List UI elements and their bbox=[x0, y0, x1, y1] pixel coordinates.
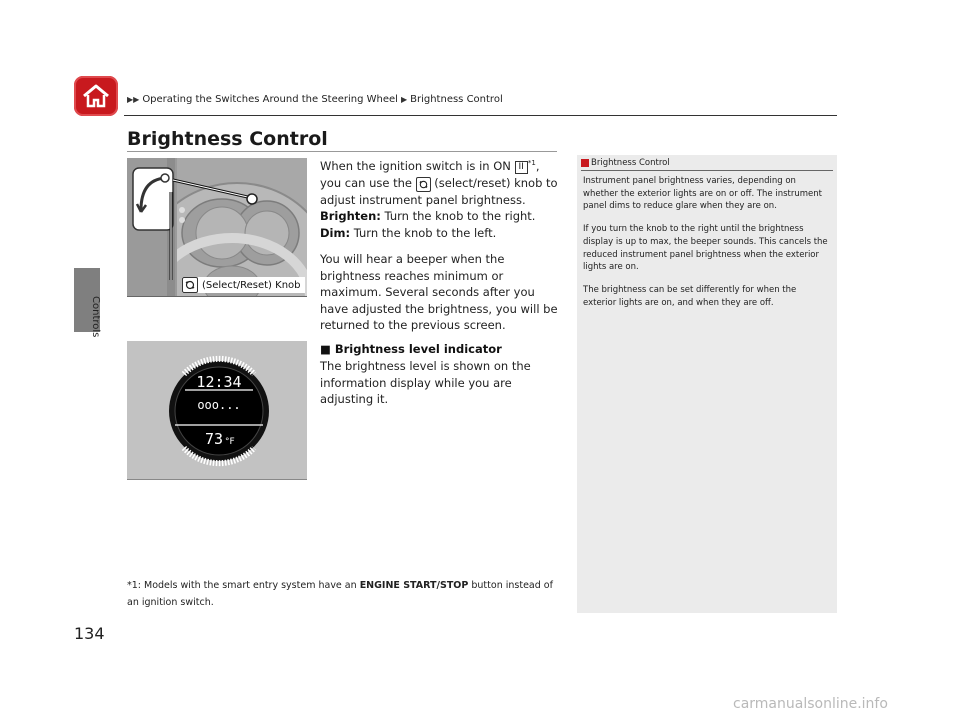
note-paragraph: If you turn the knob to the right until the brightness display is up to max, the beeper sounds. This cancels the reduced instrument panel brightness when the exterior lights are on. bbox=[583, 224, 828, 273]
breadcrumb-item-current[interactable]: Brightness Control bbox=[410, 94, 503, 105]
figure-caption bbox=[182, 277, 305, 293]
gauge-illustration bbox=[127, 341, 307, 479]
footnote-bold: ENGINE START/STOP bbox=[359, 580, 469, 591]
note-marker-icon bbox=[581, 159, 589, 167]
footnote-prefix: *1: Models with the smart entry system have an bbox=[127, 580, 357, 591]
footnote-ref: *1 bbox=[527, 159, 536, 167]
beeper-paragraph: You will hear a beeper when the brightness reaches minimum or maximum. Several seconds after you have adjusted the brightness, you will be returned to the previous screen. bbox=[320, 252, 558, 332]
note-body bbox=[583, 175, 828, 319]
footnote-suffix: button instead of an ignition switch. bbox=[127, 580, 553, 608]
breadcrumb-arrow-icon: ▶▶ bbox=[127, 95, 140, 104]
watermark: carmanualsonline.info bbox=[733, 696, 888, 712]
brighten-text: Turn the knob to the right. bbox=[384, 209, 536, 223]
figure-caption-text: (Select/Reset) Knob bbox=[202, 279, 301, 291]
brightness-display-figure bbox=[127, 341, 307, 480]
note-divider bbox=[581, 170, 833, 171]
body-intro-b: , you can use the bbox=[320, 159, 540, 190]
note-title: Brightness Control bbox=[591, 158, 670, 168]
header-divider bbox=[124, 115, 837, 116]
dim-text: Turn the knob to the left. bbox=[353, 225, 497, 240]
brighten-label: Brighten: bbox=[320, 209, 381, 223]
page-number: 134 bbox=[74, 624, 105, 643]
note-paragraph: The brightness can be set differently for when the exterior lights are on, and when they are off. bbox=[583, 284, 797, 308]
subsection-heading: ■ Brightness level indicator bbox=[320, 342, 502, 356]
gauge-indicator: ooo... bbox=[197, 398, 241, 412]
body-text bbox=[320, 155, 560, 334]
gauge-temperature: 73 bbox=[204, 430, 223, 448]
breadcrumb bbox=[127, 94, 503, 105]
select-reset-knob-icon bbox=[182, 277, 198, 293]
steering-wheel-illustration bbox=[127, 158, 307, 296]
body-intro-c: (select/reset) knob to adjust instrument panel brightness. bbox=[320, 175, 558, 207]
dim-label: Dim: bbox=[320, 225, 351, 240]
gauge-time: 12:34 bbox=[196, 373, 242, 391]
ignition-mark: II bbox=[515, 161, 528, 174]
footnote bbox=[127, 577, 567, 611]
sidebar-section-label: Controls bbox=[90, 296, 101, 338]
note-paragraph: Instrument panel brightness varies, depending on whether the exterior lights are on or off. The instrument panel dims to reduce glare when they are on. bbox=[583, 176, 822, 212]
body-intro-a: When the ignition switch is in ON bbox=[320, 159, 511, 173]
note-panel bbox=[577, 155, 837, 613]
gauge-temperature-unit: °F bbox=[225, 437, 235, 447]
home-icon bbox=[81, 83, 111, 109]
page-title: Brightness Control bbox=[127, 128, 328, 150]
breadcrumb-item-section[interactable]: Operating the Switches Around the Steering Wheel bbox=[142, 94, 398, 105]
note-header bbox=[581, 158, 670, 168]
subsection-text: The brightness level is shown on the information display while you are adjusting it. bbox=[320, 359, 531, 406]
title-divider bbox=[127, 151, 557, 152]
home-button[interactable] bbox=[74, 76, 118, 116]
select-reset-knob-icon bbox=[416, 177, 431, 192]
breadcrumb-arrow-icon: ▶ bbox=[400, 95, 408, 104]
